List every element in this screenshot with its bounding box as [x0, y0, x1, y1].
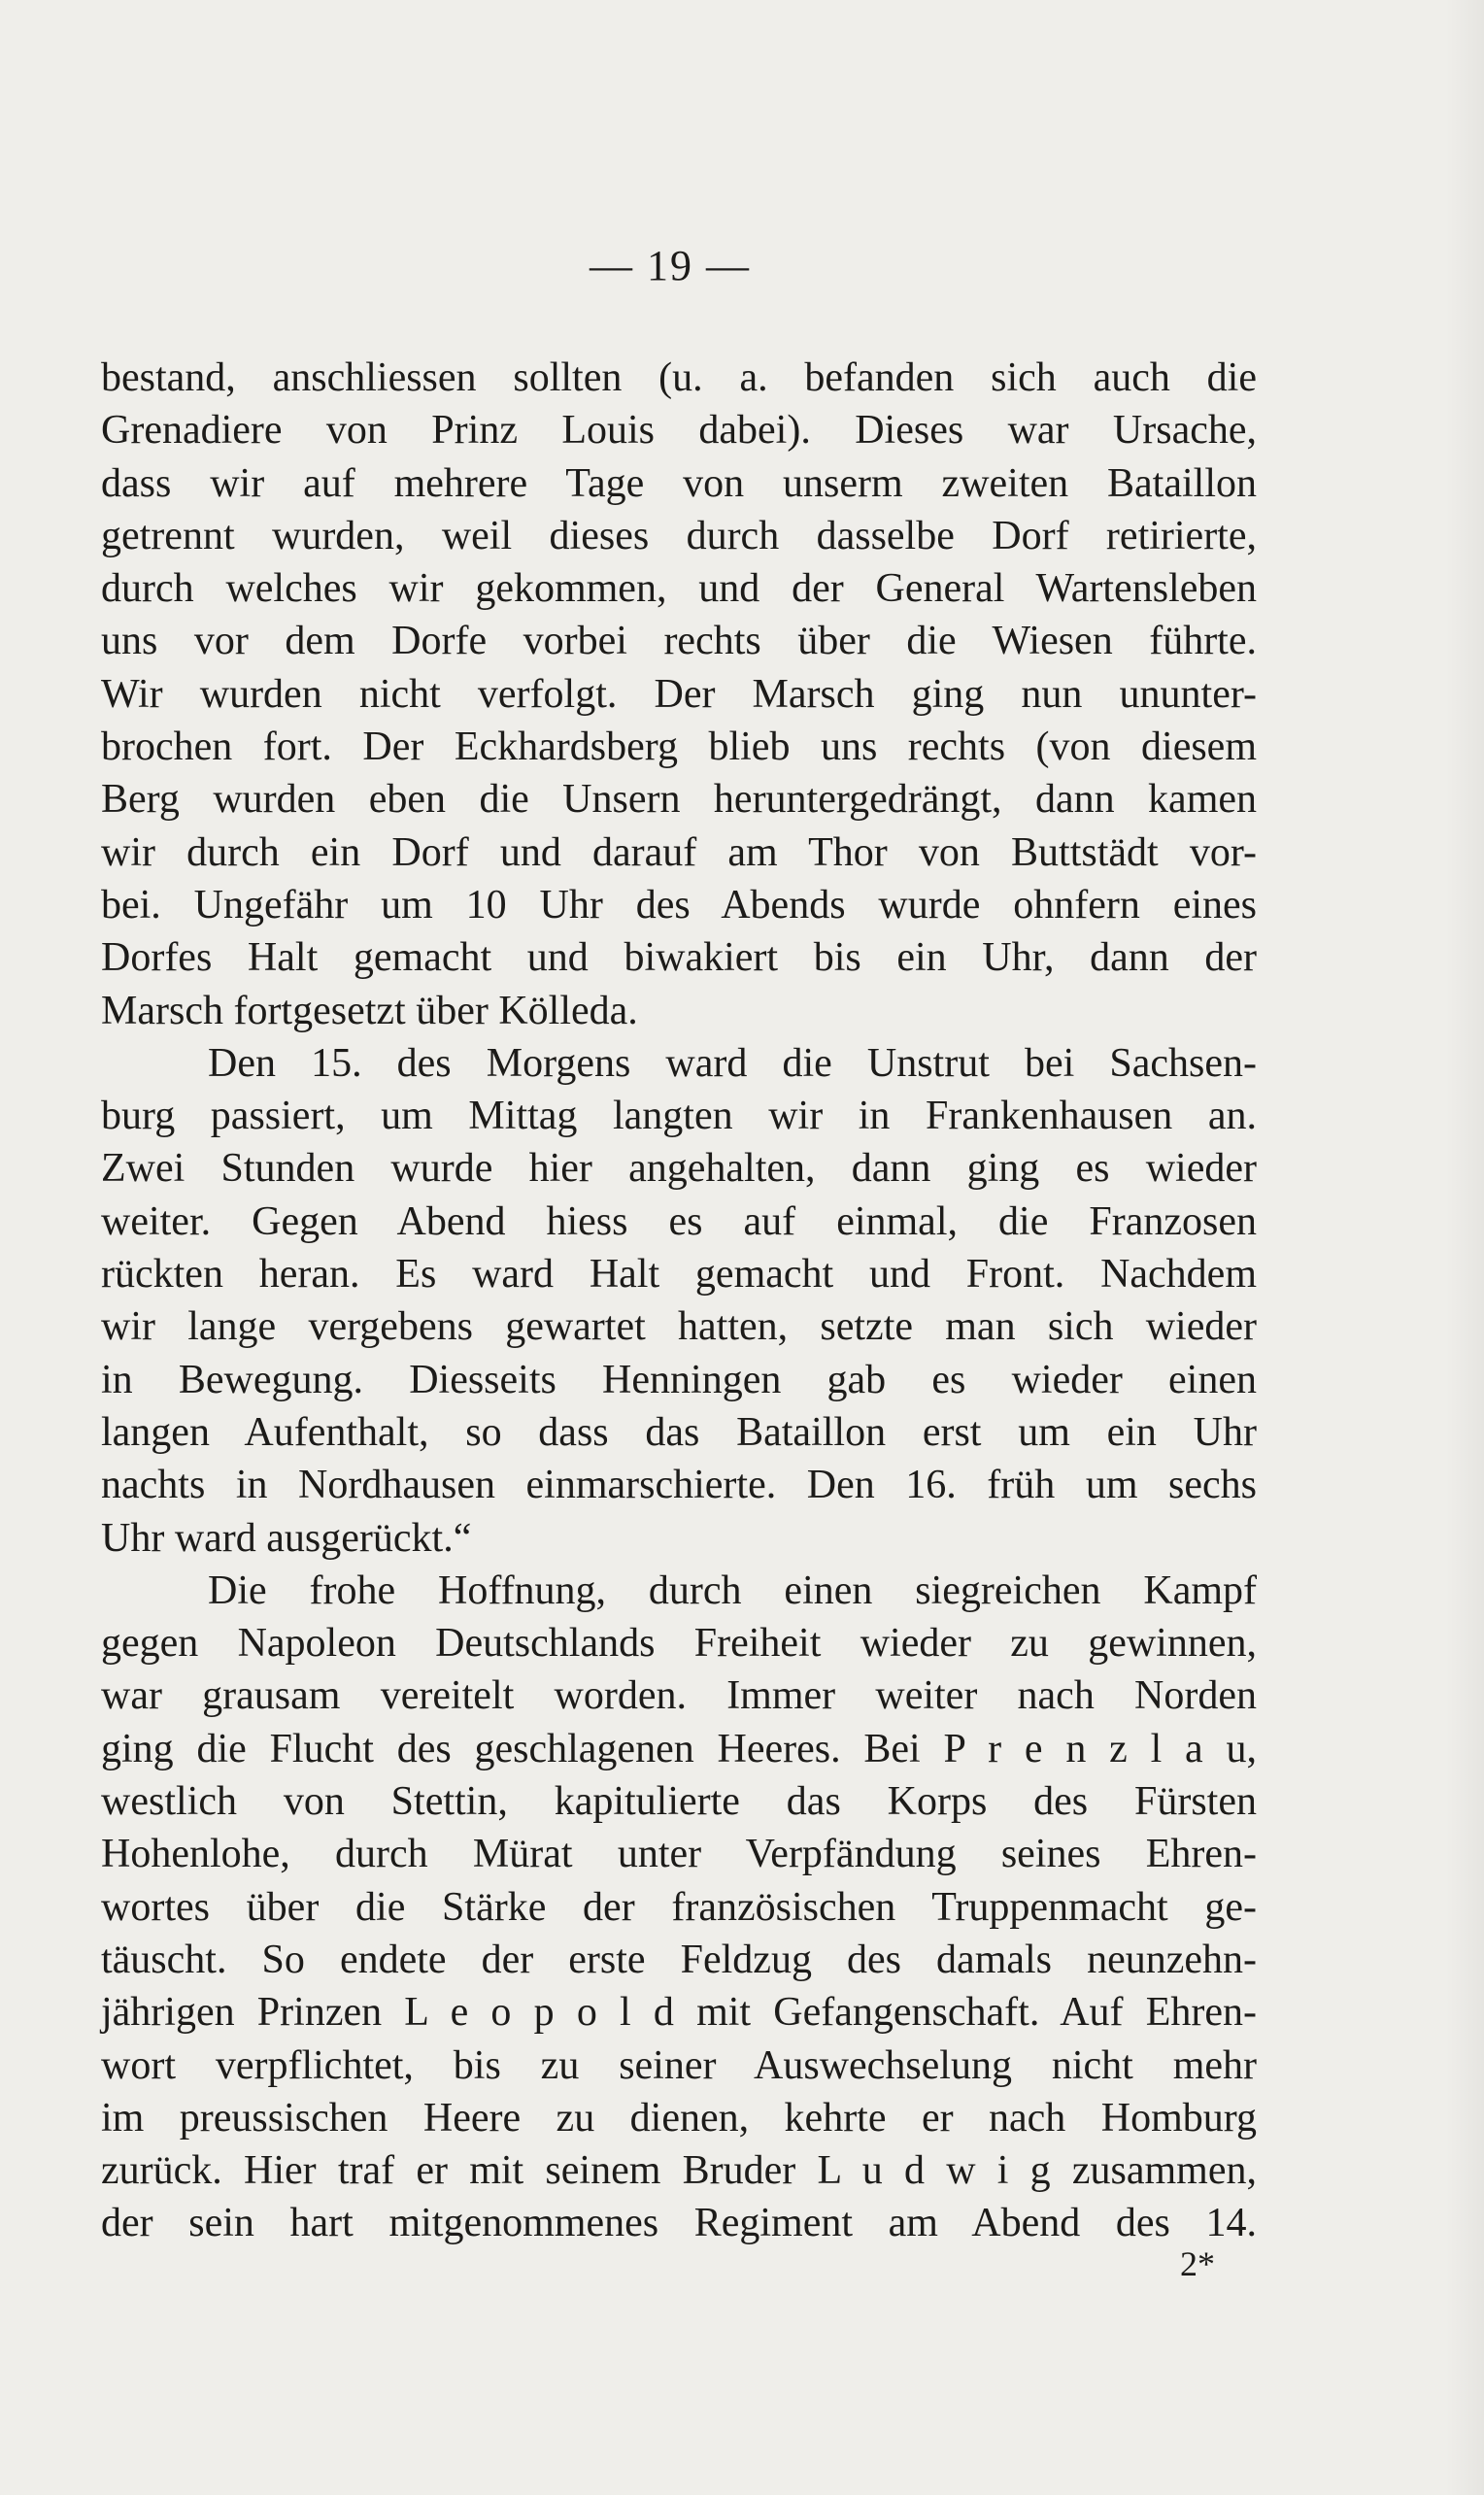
text-line: in Bewegung. Diesseits Henningen gab es wieder einen: [101, 1357, 1257, 1402]
text-line: Zwei Stunden wurde hier angehalten, dann ging es wieder: [101, 1146, 1257, 1192]
text-line: getrennt wurden, weil dieses durch dasselbe Dorf retirierte,: [101, 513, 1257, 558]
text-line: Grenadiere von Prinz Louis dabei). Dieses war Ursache,: [101, 408, 1257, 454]
text-line: Wir wurden nicht verfolgt. Der Marsch ging nun ununter-: [101, 671, 1257, 717]
text-line: gegen Napoleon Deutschlands Freiheit wieder zu gewinnen,: [101, 1621, 1257, 1667]
text-line: jährigen Prinzen L e o p o l d mit Gefangenschaft. Auf Ehren-: [101, 1990, 1257, 2036]
text-line: Uhr ward ausgerückt.“: [101, 1515, 472, 1561]
text-line: bestand, anschliessen sollten (u. a. befanden sich auch die: [101, 355, 1257, 400]
page-edge-shadow: [1445, 0, 1484, 2495]
text-line: westlich von Stettin, kapitulierte das Korps des Fürsten: [101, 1779, 1257, 1825]
text-line: war grausam vereitelt worden. Immer weiter nach Norden: [101, 1673, 1257, 1719]
text-line: täuscht. So endete der erste Feldzug des damals neunzehn-: [101, 1937, 1257, 1982]
page-number: — 19 —: [590, 242, 751, 289]
text-line: rückten heran. Es ward Halt gemacht und Front. Nachdem: [101, 1252, 1257, 1298]
text-line: Den 15. des Morgens ward die Unstrut bei Sachsen-: [208, 1040, 1257, 1086]
text-line: langen Aufenthalt, so dass das Bataillon erst um ein Uhr: [101, 1409, 1257, 1455]
signature-mark: 2*: [1180, 2244, 1215, 2283]
text-line: wort verpflichtet, bis zu seiner Auswechselung nicht mehr: [101, 2042, 1257, 2088]
text-line: Hohenlohe, durch Mürat unter Verpfändung seines Ehren-: [101, 1832, 1257, 1877]
text-line: ging die Flucht des geschlagenen Heeres. Bei P r e n z l a u,: [101, 1726, 1257, 1771]
text-line: Dorfes Halt gemacht und biwakiert bis ein Uhr, dann der: [101, 935, 1257, 981]
text-line: Marsch fortgesetzt über Kölleda.: [101, 988, 638, 1033]
text-line: brochen fort. Der Eckhardsberg blieb uns rechts (von diesem: [101, 725, 1257, 770]
text-line: Die frohe Hoffnung, durch einen siegreichen Kampf: [208, 1568, 1257, 1613]
text-line: wortes über die Stärke der französischen Truppenmacht ge-: [101, 1884, 1257, 1930]
text-line: im preussischen Heere zu dienen, kehrte er nach Homburg: [101, 2095, 1257, 2141]
text-line: bei. Ungefähr um 10 Uhr des Abends wurde ohnfern eines: [101, 882, 1257, 927]
text-line: nachts in Nordhausen einmarschierte. Den 16. früh um sechs: [101, 1463, 1257, 1508]
body-text: [101, 352, 1257, 2250]
text-line: zurück. Hier traf er mit seinem Bruder L u d w i g zusammen,: [101, 2148, 1257, 2194]
text-line: wir durch ein Dorf und darauf am Thor von Buttstädt vor-: [101, 829, 1257, 875]
text-line: Berg wurden eben die Unsern heruntergedrängt, dann kamen: [101, 777, 1257, 823]
text-line: wir lange vergebens gewartet hatten, setzte man sich wieder: [101, 1304, 1257, 1350]
text-line: durch welches wir gekommen, und der General Wartensleben: [101, 566, 1257, 612]
text-line: weiter. Gegen Abend hiess es auf einmal, die Franzosen: [101, 1198, 1257, 1244]
text-line: burg passiert, um Mittag langten wir in Frankenhausen an.: [101, 1094, 1257, 1139]
text-line: dass wir auf mehrere Tage von unserm zweiten Bataillon: [101, 460, 1257, 506]
text-line: der sein hart mitgenommenes Regiment am Abend des 14.: [101, 2201, 1257, 2246]
text-line: uns vor dem Dorfe vorbei rechts über die Wiesen führte.: [101, 619, 1257, 664]
